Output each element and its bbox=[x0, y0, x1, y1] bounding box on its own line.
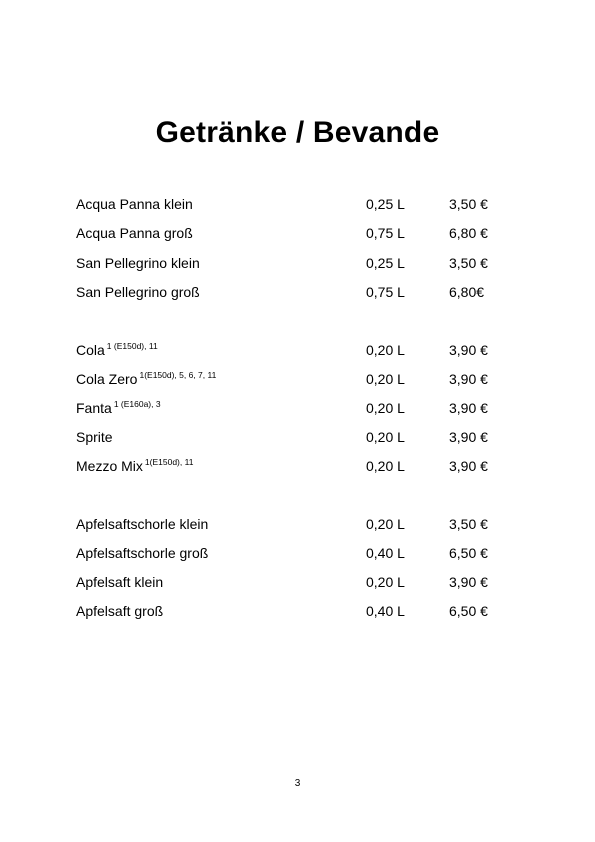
item-name: Apfelsaft groß bbox=[76, 603, 164, 619]
allergen-note: 1(E150d), 11 bbox=[144, 457, 194, 467]
item-price: 3,90 € bbox=[449, 342, 488, 358]
item-volume: 0,25 L bbox=[366, 196, 405, 212]
menu-row bbox=[76, 252, 516, 274]
item-price: 6,80€ bbox=[449, 284, 485, 300]
item-volume: 0,40 L bbox=[366, 545, 405, 561]
item-volume: 0,20 L bbox=[366, 342, 405, 358]
item-price: 6,80 € bbox=[449, 225, 488, 241]
item-price: 3,90 € bbox=[449, 458, 488, 474]
item-price: 6,50 € bbox=[449, 545, 488, 561]
menu-row bbox=[76, 368, 516, 390]
item-volume: 0,20 L bbox=[366, 400, 405, 416]
menu-row bbox=[76, 455, 516, 477]
menu-row bbox=[76, 397, 516, 419]
allergen-note: 1 (E150d), 11 bbox=[106, 341, 158, 351]
item-price: 3,90 € bbox=[449, 429, 488, 445]
item-volume: 0,75 L bbox=[366, 284, 405, 300]
item-price: 3,50 € bbox=[449, 196, 488, 212]
item-name: Apfelsaftschorle groß bbox=[76, 545, 209, 561]
item-volume: 0,20 L bbox=[366, 371, 405, 387]
item-name: Apfelsaft klein bbox=[76, 574, 164, 590]
item-volume: 0,20 L bbox=[366, 516, 405, 532]
item-name: Mezzo Mix $^{1(E150d), 11}$ bbox=[76, 457, 194, 474]
item-price: 6,50 € bbox=[449, 603, 488, 619]
menu-row bbox=[76, 542, 516, 564]
item-name: San Pellegrino klein bbox=[76, 255, 200, 271]
menu-row bbox=[76, 600, 516, 622]
item-price: 3,90 € bbox=[449, 574, 488, 590]
menu-row bbox=[76, 339, 516, 361]
item-volume: 0,20 L bbox=[366, 429, 405, 445]
item-price: 3,50 € bbox=[449, 516, 488, 532]
item-name: San Pellegrino groß bbox=[76, 284, 200, 300]
page-number: 3 bbox=[294, 778, 301, 789]
item-name: Acqua Panna groß bbox=[76, 225, 193, 241]
item-name: Cola Zero $^{1(E150d), 5, 6, 7, 11}$ bbox=[76, 370, 217, 387]
menu-row bbox=[76, 222, 516, 244]
page-title: Getränke / Bevande bbox=[155, 116, 440, 149]
item-name: Cola $^{1 (E150d), 11}$ bbox=[76, 341, 158, 358]
allergen-note: 1 (E160a), 3 bbox=[113, 399, 161, 409]
item-volume: 0,20 L bbox=[366, 574, 405, 590]
item-name: Acqua Panna klein bbox=[76, 196, 193, 212]
item-name: Apfelsaftschorle klein bbox=[76, 516, 209, 532]
menu-row bbox=[76, 571, 516, 593]
menu-row bbox=[76, 193, 516, 215]
menu-row bbox=[76, 513, 516, 535]
item-volume: 0,75 L bbox=[366, 225, 405, 241]
item-price: 3,50 € bbox=[449, 255, 488, 271]
item-name: Sprite bbox=[76, 429, 113, 445]
item-volume: 0,25 L bbox=[366, 255, 405, 271]
allergen-note: 1(E150d), 5, 6, 7, 11 bbox=[139, 370, 217, 380]
item-volume: 0,20 L bbox=[366, 458, 405, 474]
menu-row bbox=[76, 281, 516, 303]
menu-row bbox=[76, 426, 516, 448]
item-price: 3,90 € bbox=[449, 371, 488, 387]
item-volume: 0,40 L bbox=[366, 603, 405, 619]
item-price: 3,90 € bbox=[449, 400, 488, 416]
item-name: Fanta $^{1 (E160a), 3}$ bbox=[76, 399, 161, 416]
